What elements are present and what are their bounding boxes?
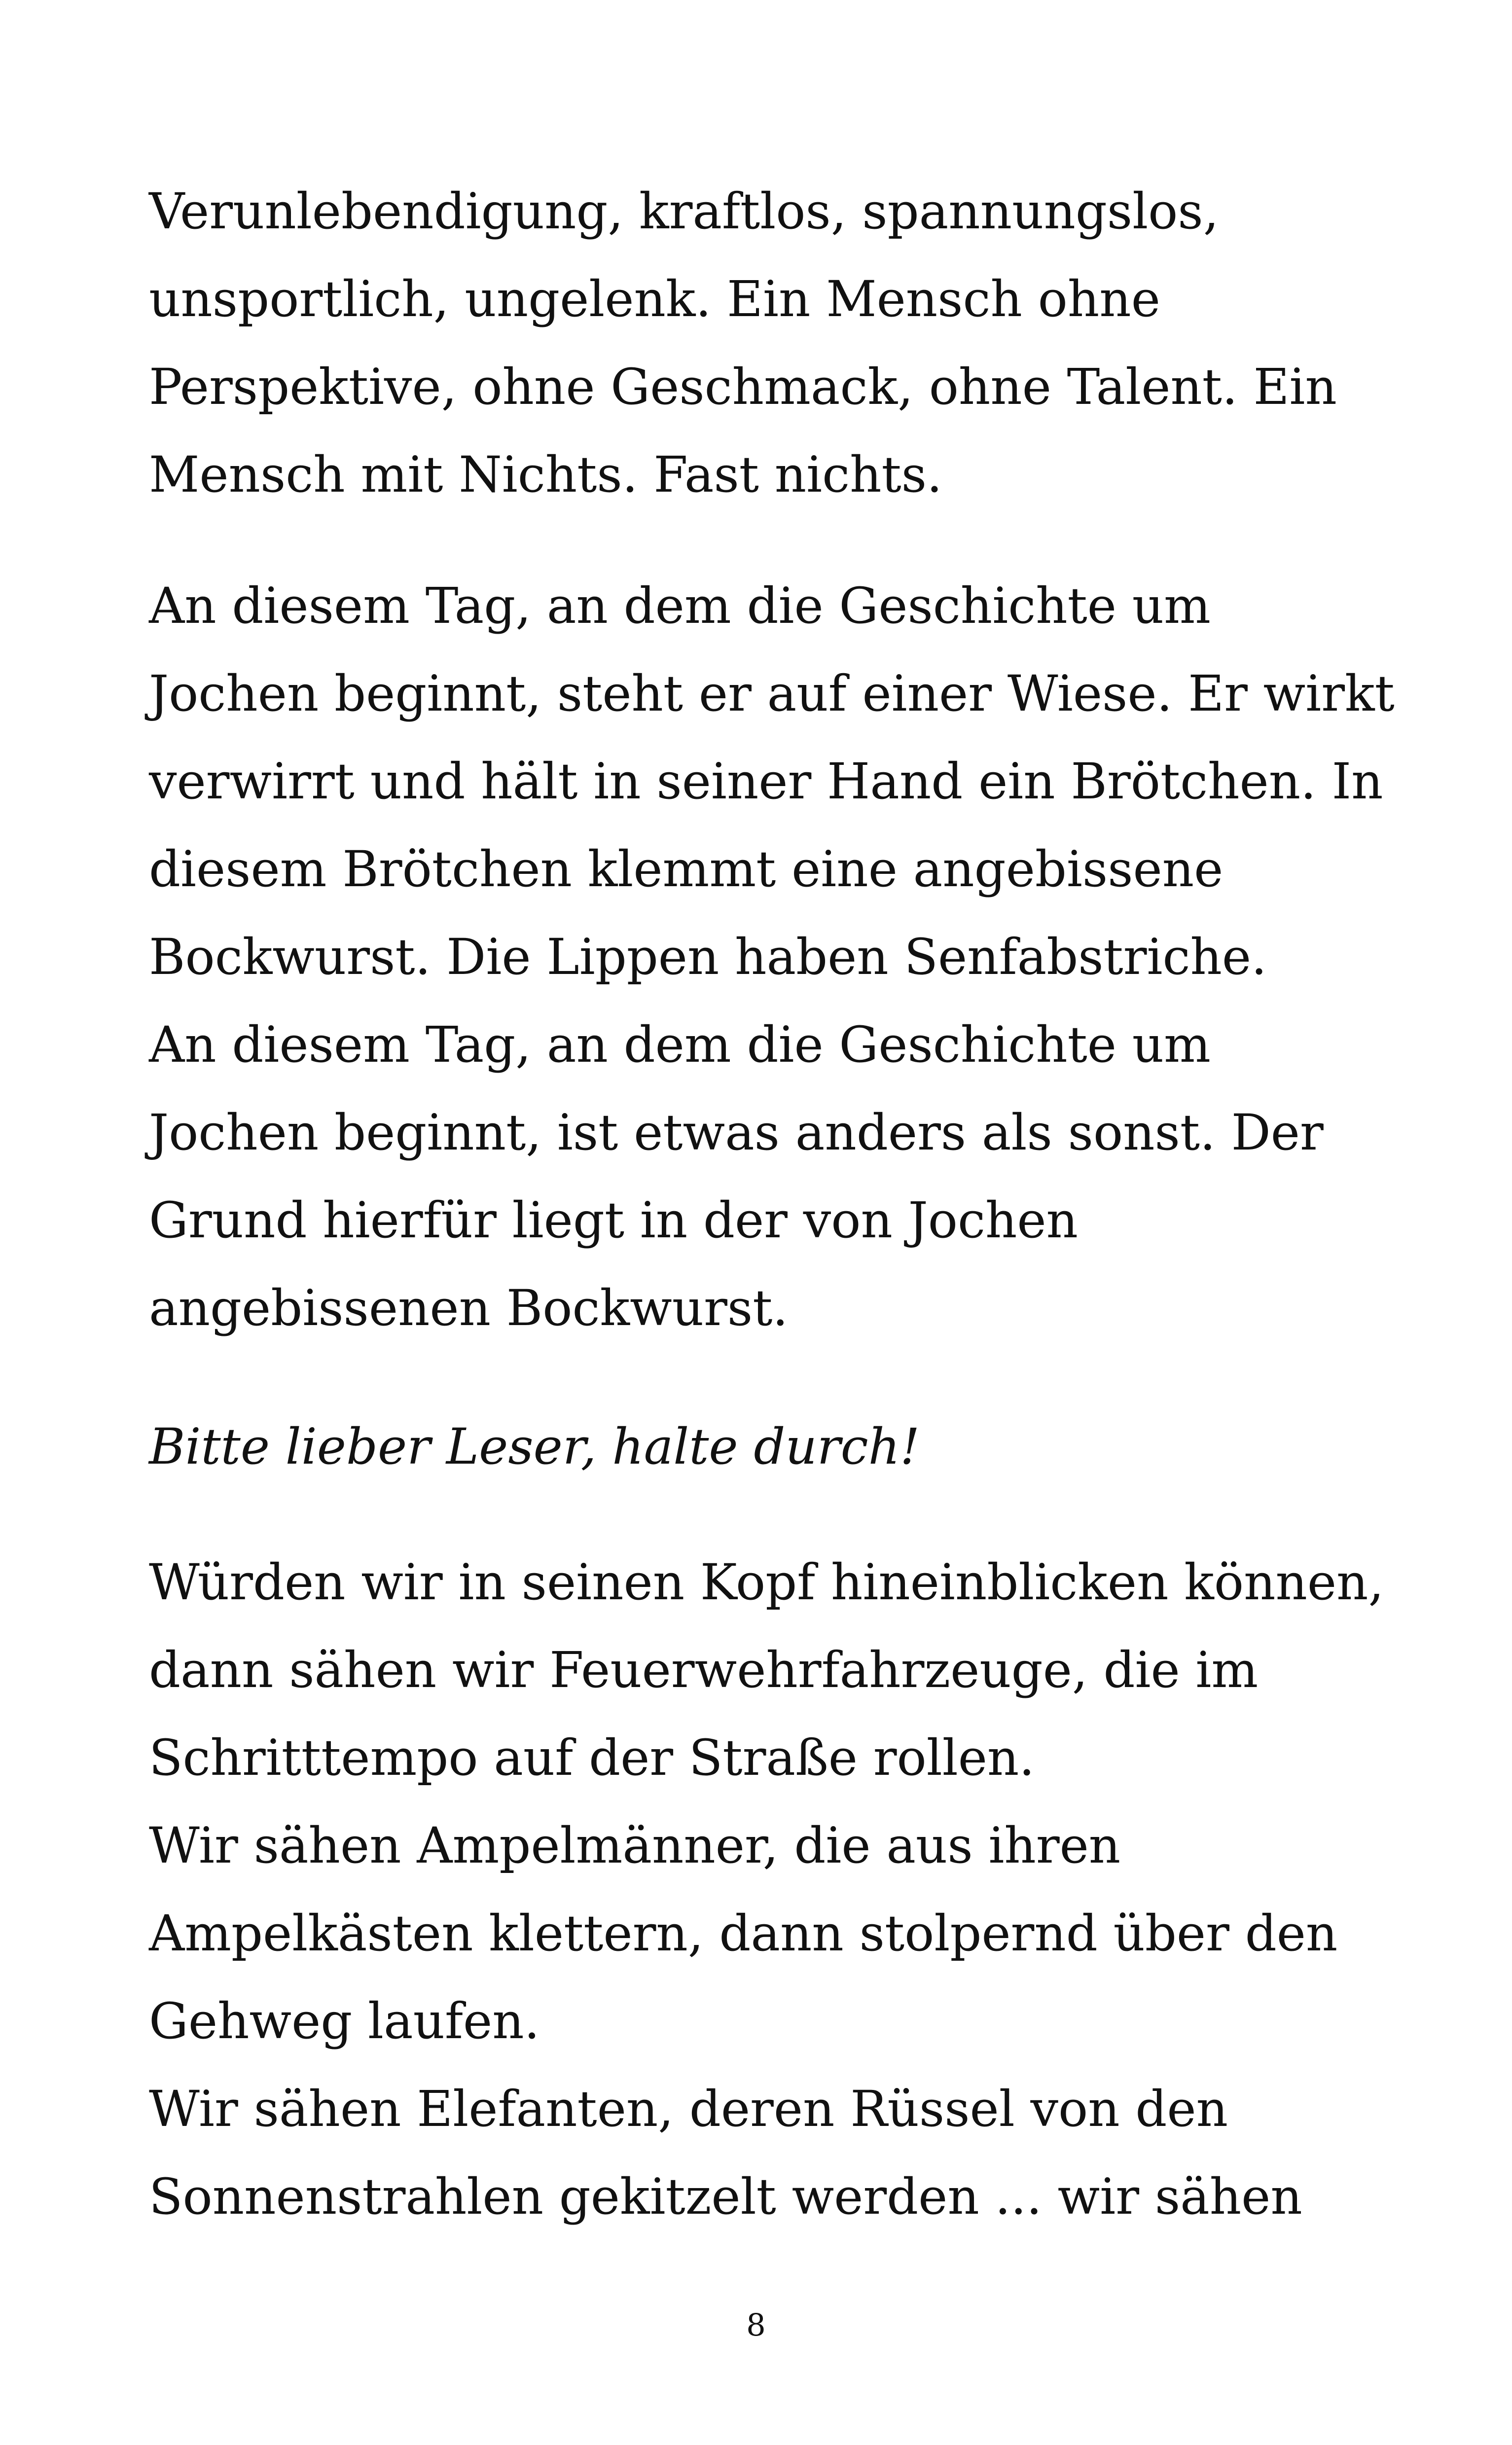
text-line: Sonnenstrahlen gekitzelt werden ... wir sähen <box>149 2168 1302 2226</box>
text-line: Bockwurst. Die Lippen haben Senfabstriche. <box>149 928 1267 986</box>
text-line: verwirrt und hält in seiner Hand ein Brötchen. In <box>149 753 1383 810</box>
text-line: Jochen beginnt, steht er auf einer Wiese. Er wirkt <box>149 665 1395 722</box>
italic-aside <box>149 1403 1411 1491</box>
text-line: Schritttempo auf der Straße rollen. <box>149 1729 1035 1787</box>
text-line: dann sähen wir Feuerwehrfahrzeuge, die im <box>149 1641 1259 1699</box>
text-line: unsportlich, ungelenk. Ein Mensch ohne <box>149 270 1160 328</box>
text-line: An diesem Tag, an dem die Geschichte um <box>149 577 1211 635</box>
text-line: Bitte lieber Leser, halte durch! <box>149 1418 920 1475</box>
text-line: An diesem Tag, an dem die Geschichte um <box>149 1016 1211 1074</box>
text-line: Gehweg laufen. <box>149 1992 540 2050</box>
paragraph-4 <box>149 1539 1411 2241</box>
text-line: Perspektive, ohne Geschmack, ohne Talent. Ein <box>149 358 1337 416</box>
text-line: diesem Brötchen klemmt eine angebissene <box>149 840 1224 898</box>
paragraph-2 <box>149 562 1411 1352</box>
text-line: Wir sähen Elefanten, deren Rüssel von den <box>149 2080 1228 2138</box>
text-line: Grund hierfür liegt in der von Jochen <box>149 1191 1078 1249</box>
text-line: angebissenen Bockwurst. <box>149 1279 789 1337</box>
page-number: 8 <box>746 2307 766 2343</box>
text-line: Jochen beginnt, ist etwas anders als sonst. Der <box>149 1104 1324 1161</box>
text-line: Wir sähen Ampelmänner, die aus ihren <box>149 1817 1121 1874</box>
text-line: Mensch mit Nichts. Fast nichts. <box>149 446 942 503</box>
paragraph-1 <box>149 168 1411 519</box>
text-line: Verunlebendigung, kraftlos, spannungslos, <box>149 182 1219 240</box>
text-line: Ampelkästen klettern, dann stolpernd über den <box>149 1905 1338 1962</box>
text-line: Würden wir in seinen Kopf hineinblicken können, <box>149 1553 1384 1611</box>
